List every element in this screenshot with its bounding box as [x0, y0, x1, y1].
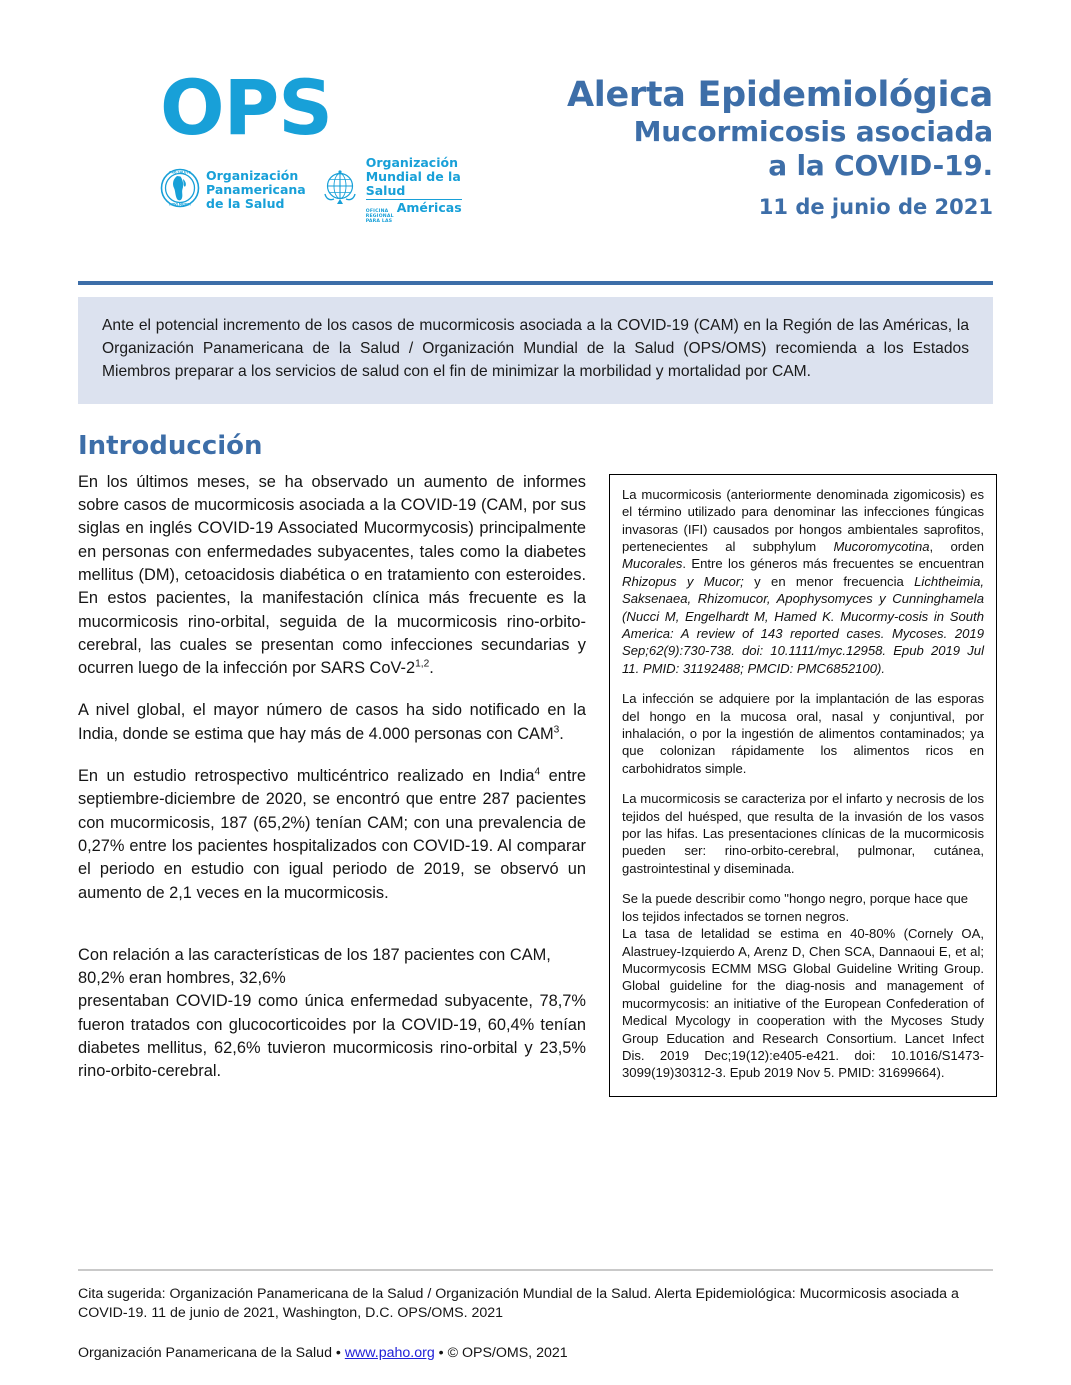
svg-text:PRO SALUTE: PRO SALUTE [169, 170, 191, 175]
callout-text: Ante el potencial incremento de los casos de mucormicosis asociada a la COVID-19 (CAM) en la Región de las Américas, la Organización Panamericana de la Salud / Organización Mundial de la Salud (OPS/OMS) recomienda a los Estados Miembros preparar a los servicios de salud con el fin de minimizar la morbilidad y mortalidad por CAM. [102, 317, 969, 380]
sidebar-paragraph-2: La infección se adquiere por la implantación de las esporas del hongo en la mucosa oral, nasal y conjuntival, por inhalación, o por la ingestión de alimentos contaminados; ya que colonizan rápidamente los alimentos ricos en carbohidratos simple. [622, 691, 984, 776]
page-subtitle-line-2: a la COVID-19. [768, 148, 993, 182]
who-americas-text: Américas [396, 200, 462, 216]
sidebar-p1-italic-mucoromycotina: Mucoromycotina [833, 538, 930, 554]
paho-globe-seal-icon [160, 168, 200, 213]
page-title: Alerta Epidemiológica [566, 75, 993, 115]
sidebar-p4-doi-value: 10.1016/S1473-3099(19)30312-3. Epub 2019 Nov 5. PMID: 31699664). [622, 1047, 985, 1081]
body-paragraph-1-period: . [429, 659, 434, 678]
publication-date: 11 de junio de 2021 [758, 195, 993, 220]
body-paragraph-3-reference: 4 [534, 766, 541, 778]
sidebar-p1-part4: y en menor frecuencia [743, 573, 915, 589]
body-paragraph-1 [78, 471, 586, 681]
who-name-line-1: Organización [365, 155, 458, 171]
paho-logo-unit [160, 168, 306, 213]
sidebar-p1-part3: . Entre los géneros más frecuentes se encuentran [682, 556, 984, 572]
who-regional-tiny-text: OFICINA REGIONAL PARA LAS [365, 209, 394, 225]
body-paragraph-2-period: . [559, 724, 564, 743]
body-paragraph-2-reference: 3 [553, 724, 560, 736]
left-text-column [78, 471, 586, 1084]
footer-divider-rule [78, 1269, 993, 1271]
document-footer [78, 1269, 993, 1363]
summary-callout-box [78, 297, 993, 404]
section-heading-introduccion: Introducción [78, 430, 263, 461]
sidebar-p1-part2: , orden [929, 538, 985, 554]
body-paragraph-4-line-2: presentaban COVID-19 como única enfermedad subyacente, 78,7% fueron tratados con glucocorticoides por la COVID-19, 60,4% tenían diabetes mellitus, 62,6% tuvieron mucormicosis rino-orbital y 23,5% rino-orbito-cerebral. [78, 992, 586, 1081]
sidebar-p1-part1: La mucormicosis (anteriormente denominada zigomicosis) es el término utilizado para denominar las infecciones fúngicas invasoras (IFI) causados por hongos ambientales saprofitos, pertenecientes al subphylum [622, 486, 984, 554]
body-paragraph-1-reference: 1,2 [415, 658, 430, 670]
paho-name-line-1: Organización [206, 168, 299, 184]
body-paragraph-2-text: A nivel global, el mayor número de casos ha sido notificado en la India, donde se estima que hay más de 4.000 personas con CAM [78, 701, 586, 743]
paragraph-spacer [78, 924, 586, 944]
content-columns [78, 471, 993, 1097]
paho-name-line-3: de la Salud [206, 196, 285, 212]
sidebar-info-box [609, 474, 997, 1097]
footer-organization-line [78, 1344, 993, 1363]
body-paragraph-1-text: En los últimos meses, se ha observado un aumento de informes sobre casos de mucormicosis asociada a la COVID-19 (CAM, por sus siglas en inglés COVID-19 Associated Mucormycosis) principalmente en personas con enfermedades subyacentes, tales como la diabetes mellitus (DM), cetoacidosis diabética o en tratamiento con esteroides. En estos pacientes, la manifestación clínica más frecuente es la mucormicosis rino-orbital, seguida de la mucormicosis rino-orbito-cerebral, las cuales se presentan como infecciones secundarias y ocurren luego de la infección por SARS CoV-2 [78, 472, 586, 678]
paho-website-link[interactable]: www.paho.org [344, 1345, 435, 1362]
sidebar-p1-italic-rhizopus-mucor: Rhizopus y Mucor; [622, 573, 744, 589]
sidebar-p4-citation-text: La tasa de letalidad se estima en 40-80% (Cornely OA, Alastruey-Izquierdo A, Arenz D, Chen SCA, Dannaoui E, et al; Mucormycosis ECMM MSG Global Guideline Writing Group. Global guideline for the diag-nosis and management of mucormycosis: an initiative of the European Confederation of Medical Mycology in cooperation with the Mycoses Study Group Education and Research Consortium. Lancet Infect Dis. 2019 Dec;19(12):e405-e421. [622, 926, 984, 1063]
body-paragraph-4-line-1: Con relación a las características de los 187 pacientes con CAM, 80,2% eran hombres, 32,6% [78, 945, 551, 988]
svg-text:NOVI MUNDI: NOVI MUNDI [169, 202, 191, 207]
sidebar-p1-italic-mucorales: Mucorales [622, 556, 683, 572]
paho-who-logo [78, 63, 462, 225]
sidebar-paragraph-3: La mucormicosis se caracteriza por el infarto y necrosis de los tejidos del huésped, que resulta de la invasión de los vasos por las hifas. Las presentaciones clínicas de la mucormicosis pueden ser: rino-orbito-cerebral, pulmonar, cutánea, gastrointestinal y diseminada. [622, 791, 984, 876]
sidebar-p1-italic-citation: Lichtheimia, Saksenaea, Rhizomucor, Apophysomyces y Cunninghamela (Nucci M, Engelhardt M, Hamed K. Mucormy-cosis in South America: A review of 143 reported cases. Mycoses. 2019 Sep;62(9):730-738. doi: 10.1111/myc.12958. Epub 2019 Jul 11. PMID: 31192488; PMCID: PMC6852100). [622, 573, 984, 676]
header-divider-rule [78, 281, 993, 285]
paho-name-line-2: Panamericana [206, 182, 306, 198]
body-paragraph-3 [78, 765, 586, 905]
page-subtitle-line-1: Mucormicosis asociada [633, 115, 993, 149]
who-emblem-icon [320, 168, 360, 213]
footer-copyright: • © OPS/OMS, 2021 [434, 1345, 568, 1362]
sidebar-paragraph-4-line-2 [622, 925, 984, 1082]
body-paragraph-3-text-pre: En un estudio retrospectivo multicéntrico realizado en India [78, 767, 535, 786]
ops-acronym-logo: OPS [160, 63, 333, 152]
who-name-line-2: Mundial de la Salud [365, 169, 461, 199]
sidebar-paragraph-4-line-1: Se la puede describir como "hongo negro, porque hace que los tejidos infectados se tornen negros. [622, 891, 969, 924]
sidebar-p4-doi-label: doi: [854, 1047, 876, 1063]
logo-organizations-row [160, 155, 462, 225]
suggested-citation: Cita sugerida: Organización Panamericana de la Salud / Organización Mundial de la Salud. Alerta Epidemiológica: Mucormicosis asociada a COVID-19. 11 de junio de 2021, Washington, D.C. OPS/OMS. 2021 [78, 1286, 959, 1322]
sidebar-paragraph-1 [622, 486, 984, 677]
footer-org-name: Organización Panamericana de la Salud • [78, 1345, 345, 1362]
paho-org-name [206, 169, 306, 211]
body-paragraph-3-text-post: entre septiembre-diciembre de 2020, se encontró que entre 287 pacientes con mucormicosis, 187 (65,2%) tenían CAM; con una prevalencia de 0,27% entre los pacientes hospitalizados con COVID-19. Al comparar el periodo en estudio con igual periodo de 2019, se observó un aumento de 2,1 veces en la mucormicosis. [78, 767, 586, 902]
header-title-block [438, 72, 993, 219]
document-header [78, 0, 993, 272]
body-paragraph-2 [78, 699, 586, 746]
